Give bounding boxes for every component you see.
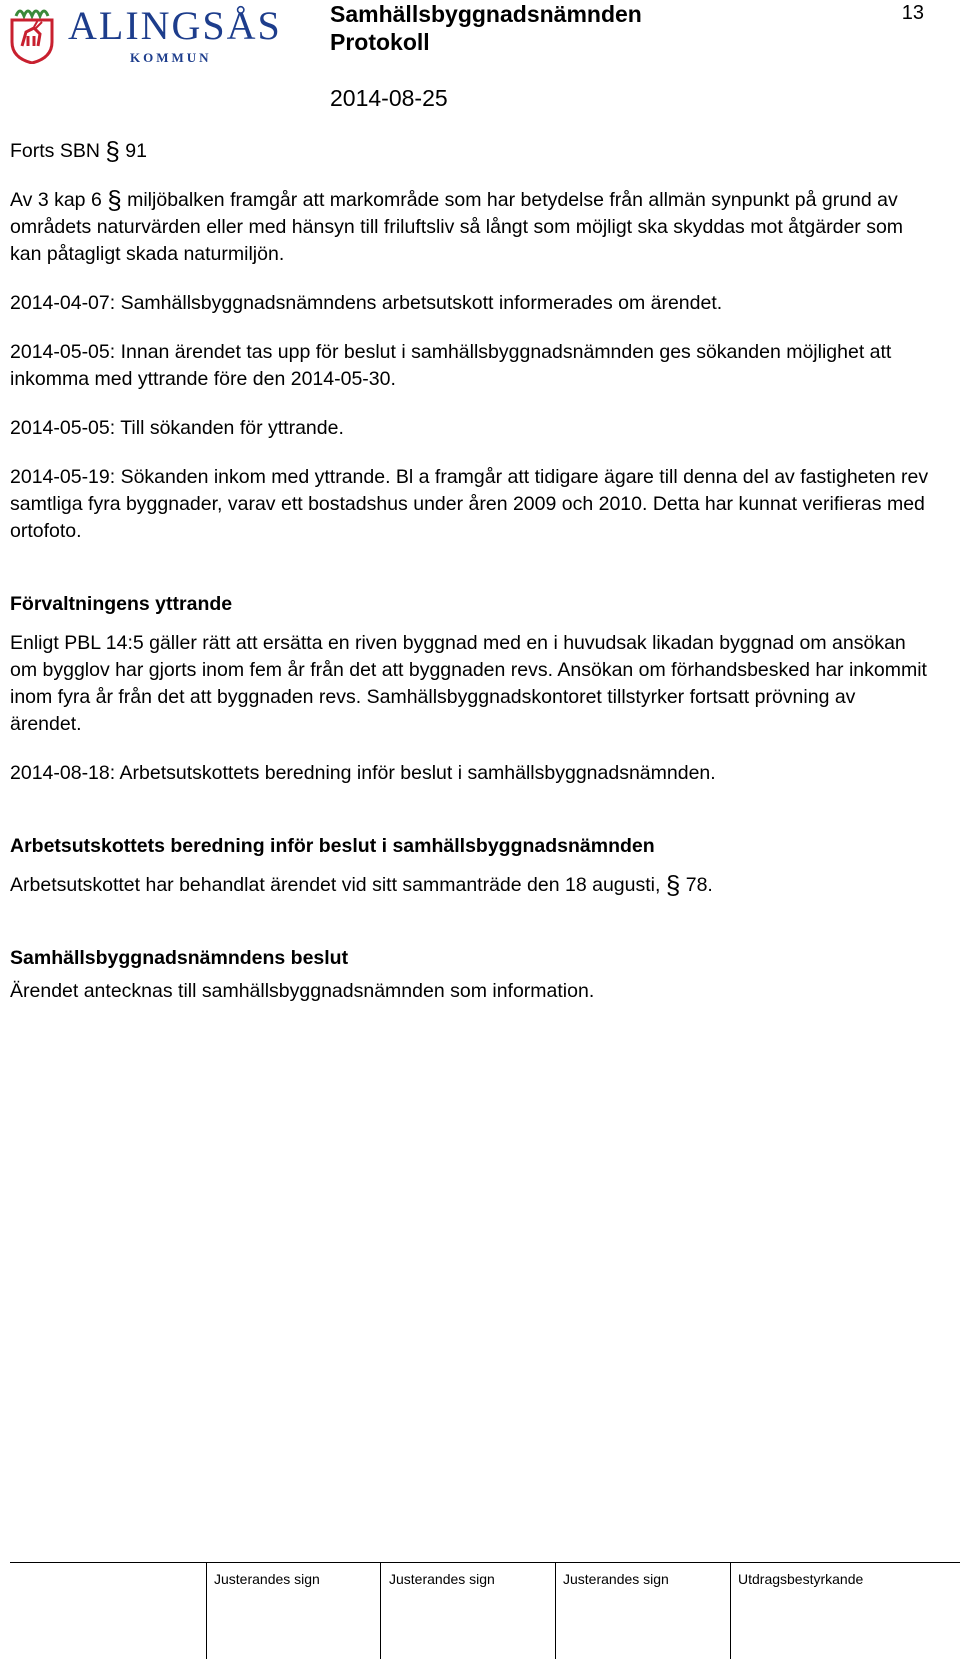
signature-box-4 xyxy=(730,1562,731,1659)
paragraph-2014-05-05-b: 2014-05-05: Till sökanden för yttrande. xyxy=(10,417,344,439)
paragraph-miljobalken xyxy=(10,187,930,268)
signature-box-3 xyxy=(555,1562,556,1659)
paragraph-2014-08-18: 2014-08-18: Arbetsutskottets beredning inför beslut i samhällsbyggnadsnämnden. xyxy=(10,762,716,784)
signature-box-2 xyxy=(380,1562,381,1659)
paragraph-2014-05-19: 2014-05-19: Sökanden inkom med yttrande. Bl a framgår att tidigare ägare till denna del av fastigheten rev samtliga fyra byggnader, varav ett bostadshus under åren 2009 och 2010. Detta har kunnat verifieras med ortofoto. xyxy=(10,466,929,542)
paragraph-2014-05-05-a: 2014-05-05: Innan ärendet tas upp för beslut i samhällsbyggnadsnämnden ges sökanden möjlighet att inkomma med yttrande före den 2014-05-30. xyxy=(10,341,892,390)
signature-box-1 xyxy=(206,1562,207,1659)
municipality-logo xyxy=(10,2,290,68)
paragraph-text-rest: 78. xyxy=(685,874,713,896)
page-number: 13 xyxy=(901,2,924,24)
signature-label-1: Justerandes sign xyxy=(214,1571,320,1587)
paragraph-text-lead: Av 3 kap 6 xyxy=(10,189,102,211)
paragraph-beslut: Ärendet antecknas till samhällsbyggnadsnämnden som information. xyxy=(10,980,595,1002)
paragraph-text-rest: miljöbalken framgår att markområde som har betydelse från allmän synpunkt på grund av områdets naturvärden eller med hänsyn till friluftsliv så långt som möjligt ska skyddas mot åtgärder som kan påtagligt skada naturmiljön. xyxy=(10,189,904,265)
section-sign: § xyxy=(107,185,122,215)
heading-arbetsutskottets-beredning: Arbetsutskottets beredning inför beslut i samhällsbyggnadsnämnden xyxy=(10,835,655,857)
paragraph-text-lead: Arbetsutskottet har behandlat ärendet vid sitt sammanträde den 18 augusti, xyxy=(10,874,661,896)
coat-of-arms-icon xyxy=(10,6,54,64)
footer-divider xyxy=(10,1562,960,1563)
paragraph-arbetsutskottet xyxy=(10,872,930,899)
meeting-date: 2014-08-25 xyxy=(330,85,448,111)
paragraph-pbl: Enligt PBL 14:5 gäller rätt att ersätta en riven byggnad med en i huvudsak likadan byggnad om ansökan om bygglov har gjorts inom fem år från det att byggnaden revs. Ansökan om förhandsbesked har inkommit inom fyra år från det att byggnaden revs. Samhällsbyggnadskontoret tillstyrker fortsatt prövning av ärendet. xyxy=(10,632,927,735)
forts-label: Forts SBN xyxy=(10,140,100,162)
logo-wordmark: ALINGSÅS xyxy=(68,3,282,48)
continuation-line xyxy=(10,138,930,165)
section-number: 91 xyxy=(125,140,147,162)
signature-label-2: Justerandes sign xyxy=(389,1571,495,1587)
document-body xyxy=(10,138,930,1027)
section-sign: § xyxy=(105,136,120,166)
logo-subtitle: KOMMUN xyxy=(130,50,212,65)
paragraph-2014-04-07: 2014-04-07: Samhällsbyggnadsnämndens arbetsutskott informerades om ärendet. xyxy=(10,292,723,314)
signature-label-3: Justerandes sign xyxy=(563,1571,669,1587)
section-sign: § xyxy=(665,870,681,900)
extract-certification-label: Utdragsbestyrkande xyxy=(738,1571,864,1587)
heading-forvaltningens-yttrande: Förvaltningens yttrande xyxy=(10,593,233,615)
document-type: Protokoll xyxy=(330,29,430,55)
heading-beslut: Samhällsbyggnadsnämndens beslut xyxy=(10,947,349,969)
committee-title: Samhällsbyggnadsnämnden xyxy=(330,1,642,27)
